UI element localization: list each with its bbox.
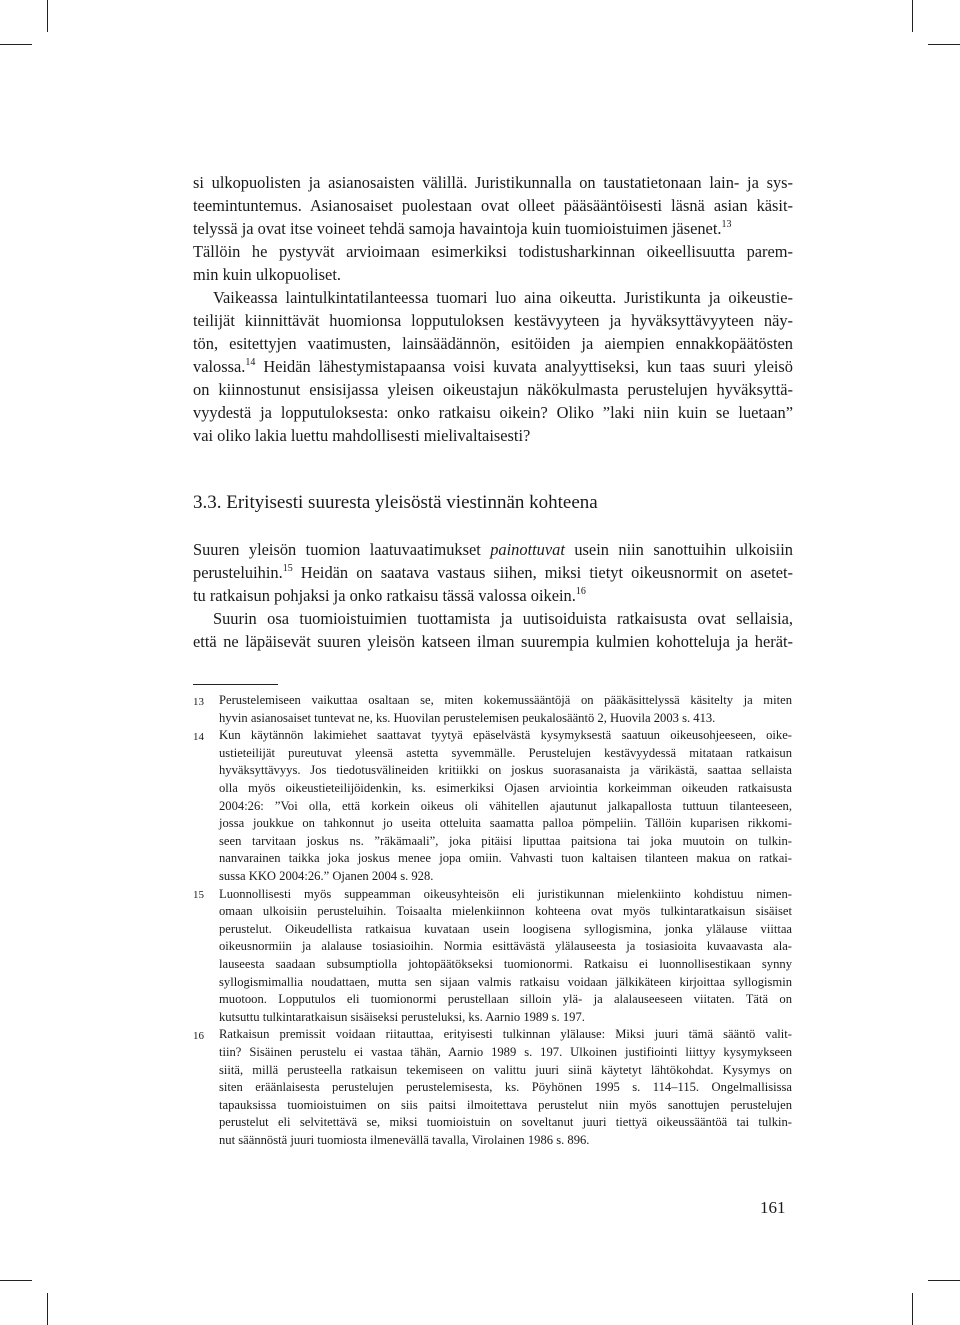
footnote-ref[interactable]: 16 <box>575 586 586 597</box>
footnote-line: oikeusnormiin ja alalause tosiasioihin. Normia esittävästä ylälauseesta ja tosiasioita kuvaavasta ala- <box>219 939 792 954</box>
crop-mark-top-left-v <box>47 0 48 32</box>
body-line: vyydestä ja lopputuloksesta: onko ratkaisu oikein? Oliko ”laki niin kuin se luetaan” <box>193 403 793 422</box>
body-line: Vaikeassa laintulkintatilanteessa tuomari luo aina oikeutta. Juristikunta ja oikeustie- <box>213 288 793 307</box>
body-line: min kuin ulkopuoliset. <box>193 265 341 284</box>
footnote-line: Ratkaisun premissit voidaan riitauttaa, erityisesti tulkinnan ylälause: Miksi juuri tämä sääntö valit- <box>219 1027 792 1042</box>
footnote-line: seen tarvitaan joskus ns. ”räkämaali”, joka pitäisi liputtaa paitsiona tai joka muutoin on tulkin- <box>219 833 792 848</box>
crop-mark-top-left-h <box>0 44 32 45</box>
body-line: tu ratkaisun pohjaksi ja onko ratkaisu tässä valossa oikein.$^{16}$ <box>193 586 586 605</box>
body-line: teemintuntemus. Asianosaiset puolestaan ovat olleet pääsääntöisesti läsnä asian käsit- <box>193 196 793 215</box>
emphasis-text: painottuvat <box>490 540 565 559</box>
footnote-separator <box>193 684 278 685</box>
crop-mark-bottom-right-h <box>928 1280 960 1281</box>
crop-mark-top-right-v <box>912 0 913 32</box>
body-line: valossa.$^{14}$ Heidän lähestymistapaansa voisi kuvata analyyttiseksi, kun taas suuri yleisö <box>193 357 793 376</box>
footnote-line: perustelut eli selvitettävä se, miksi tuomioistuin on soveltanut juuri tiettyä oikeussääntöä tai tulkin- <box>219 1115 792 1130</box>
body-line: Suuren yleisön tuomion laatuvaatimukset painottuvat usein niin sanottuihin ulkoisiin <box>193 540 793 559</box>
body-line: Tällöin he pystyvät arvioimaan esimerkiksi todistusharkinnan oikeellisuutta parem- <box>193 242 793 261</box>
crop-mark-bottom-right-v <box>912 1293 913 1325</box>
footnote-ref[interactable]: 14 <box>245 357 256 368</box>
footnote-number: 15 <box>193 889 204 901</box>
footnote-line: hyvin asianosaiset tuntevat ne, ks. Huovilan perustelemisen peukalosääntö 2, Huovila 2003 s. 413. <box>219 710 716 725</box>
footnote-line: tapauksissa tuomioistuimen on siis paitsi ilmoitettava perustelut niin myös sanottujen perustelujen <box>219 1097 792 1112</box>
footnote-line: nanvarainen taikka joka joskus menee jopa omiin. Vahvasti tuon kaltaisen tilanteen makua on ratkai- <box>219 851 792 866</box>
footnote-line: Perustelemiseen vaikuttaa osaltaan se, miten kokemussääntöjä on pääkäsittelyssä käsitelty ja miten <box>219 693 792 707</box>
footnote-line: kutsuttu tulkintaratkaisun sisäiseksi perusteluksi, ks. Aarnio 1989 s. 197. <box>219 1009 585 1024</box>
footnote-number: 14 <box>193 731 204 743</box>
footnote-line: perustelut. Oikeudellista ratkaisua kuvataan usein loogisena syllogismina, jonka ylälause viittaa <box>219 921 792 936</box>
crop-mark-bottom-left-v <box>47 1293 48 1325</box>
footnote-line: omaan ulkoisiin perusteluihin. Toisaalta mielenkiinnon kohteena ovat myös tulkintaratkaisun sisäiset <box>219 904 792 919</box>
page-number: 161 <box>760 1198 786 1217</box>
footnote-line: muotoon. Lopputulos eli tuomionormi perustellaan silloin ylä- ja alalauseeseen viitaten. Tätä on <box>219 992 792 1007</box>
footnote-line: olla myös oikeustieteilijöidenkin, ks. esimerkiksi Ojasen arviointia korkeimman oikeuden ratkaisusta <box>219 781 792 795</box>
body-line: si ulkopuolisten ja asianosaisten välillä. Juristikunnalla on taustatietonaan lain- ja sys- <box>193 173 793 192</box>
footnote-line: sussa KKO 2004:26.” Ojanen 2004 s. 928. <box>219 869 434 883</box>
footnote-line: nut säännöstä juuri tuomiosta ilmenevällä tavalla, Virolainen 1986 s. 896. <box>219 1133 590 1147</box>
footnote-line: Kun käytännön lakimiehet saattavat tyytyä epäselvästä kysymyksestä saatuun oikeusohjeeseen, oike- <box>219 728 792 743</box>
footnote-line: syllogismimallia noudattaen, mutta sen sijaan valmis ratkaisu voidaan jälkikäteen kirjoittaa syllogismin <box>219 974 792 989</box>
crop-mark-bottom-left-h <box>0 1280 32 1281</box>
body-line: Suurin osa tuomioistuimien tuottamista ja uutisoiduista ratkaisusta ovat sellaisia, <box>213 609 793 628</box>
footnote-ref[interactable]: 15 <box>282 563 293 574</box>
body-line: perusteluihin.$^{15}$ Heidän on saatava vastaus siihen, miksi tietyt oikeusnormit on asetet- <box>193 563 793 582</box>
body-line: teilijät kiinnittävät huomionsa lopputuloksen kestävyyteen ja hyväksyttävyyteen näy- <box>193 311 793 330</box>
footnote-line: Luonnollisesti myös suppeamman oikeusyhteisön eli juristikunnan mielenkiinto kohdistuu nimen- <box>219 886 792 901</box>
footnote-line: siten eräänlaisesta perustelujen perustelemisesta, ks. Pöyhönen 1995 s. 114–115. Ongelmallisissa <box>219 1080 792 1095</box>
footnote-line: hyväksyttävyys. Jos tiedotusvälineiden kritiikki on joskus suorasanaista ja värikästä, saattaa sellaista <box>219 763 792 778</box>
footnote-line: lauseesta saadaan subsumptiolla johtopäätökseksi tuomionormi. Ratkaisu ei luonnollisestikaan synny <box>219 957 792 971</box>
section-heading: 3.3. Erityisesti suuresta yleisöstä viestinnän kohteena <box>193 492 598 513</box>
body-line: vai oliko lakia luettu mahdollisesti mielivaltaisesti? <box>193 426 531 445</box>
body-line: on kiinnostunut ensisijassa yleisen oikeustajun näkökulmasta perustelujen hyväksyttä- <box>193 380 793 399</box>
body-line: että ne läpäisevät suuren yleisön katseen ilman suurempia kulmien kohotteluja ja herät- <box>193 632 793 651</box>
footnote-line: ustieteilijät pureutuvat yleensä astetta syvemmälle. Perustelujen kestävyydessä mitataan ratkaisun <box>219 745 792 760</box>
footnote-line: jossa joukkue on tahkonnut jo useita otteluita saamatta palloa pömpeliin. Tällöin kuparisen rikkomi- <box>219 816 792 831</box>
footnote-line: siitä, millä perusteella ratkaisun tekemiseen on valittu juuri siinä käytetyt lähtökohdat. Kysymys on <box>219 1062 792 1077</box>
footnote-ref[interactable]: 13 <box>721 219 732 230</box>
body-line: telyssä ja ovat itse voineet tehdä samoja havaintoja kuin tuomioistuimen jäsenet.$^{13}$ <box>193 219 732 238</box>
footnote-line: 2004:26: ”Voi olla, että korkein oikeus oli vähitellen ajautunut jalkapallosta tuttuun tilanteeseen, <box>219 798 792 813</box>
crop-mark-top-right-h <box>928 44 960 45</box>
footnote-number: 13 <box>193 696 204 708</box>
body-line: tön, esitettyjen vaatimusten, lainsäädännön, esitöiden ja aiempien ennakkopäätösten <box>193 334 793 353</box>
footnote-line: tiin? Sisäinen perustelu ei vastaa tähän, Aarnio 1989 s. 197. Ulkoinen justifiointi liittyy kysymykseen <box>219 1045 792 1059</box>
footnote-number: 16 <box>193 1030 204 1042</box>
